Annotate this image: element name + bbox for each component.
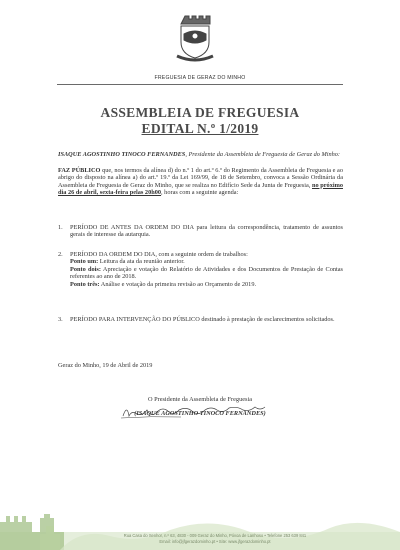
notice-paragraph [58, 167, 343, 197]
point-text: Apreciação e votação do Relatório de Atividades e dos Documentos de Prestação de Contas referentes ao ano de 2018. [70, 265, 343, 281]
agenda-item-text: PERÍODO DE ANTES DA ORDEM DO DIA para leitura da correspondência, tratamento de assuntos gerais de interesse da autarquia. [70, 224, 343, 239]
president-role: , Presidente da Assembleia de Freguesia de Geraz do Minho: [185, 151, 341, 158]
meeting-date: no próximo dia 26 de abril, sexta-feira pelas 20h00 [58, 181, 343, 197]
header-divider [57, 84, 343, 85]
parish-name: FREGUESIA DE GERAZ DO MINHO [154, 75, 246, 81]
point-text: Análise e votação da primeira revisão ao Orçamento de 2019. [99, 280, 257, 288]
president-name: ISAQUE AGOSTINHO TINOCO FERNANDES [58, 151, 186, 158]
signatory-name: (ISAQUE AGOSTINHO TINOCO FERNANDES) [134, 410, 266, 417]
agenda-item-number: 1. [58, 224, 63, 231]
intro-paragraph [58, 151, 343, 158]
agenda-item-text: PERÍODO PARA INTERVENÇÃO DO PÚBLICO destinado à prestação de esclarecimentos solicitados. [70, 316, 335, 323]
point-text: Leitura da ata da reunião anterior. [98, 258, 185, 266]
agenda-item-number: 3. [58, 316, 63, 323]
footer-address: Rua Casa do Senhor, n.º 63, 4830 - 009 Geraz do Minho, Póvoa de Lanhoso • Telefone 253 639 841 [123, 533, 307, 538]
notice-text: que, nos termos da alínea d) do n.º 1 do art.º 6.º do Regimento da Assembleia de Freguesia e ao abrigo do disposto na alínea a) do art.º 19.º da Lei 169/99, de 18 de Setembro, convoca a Sessão Ordinária da Assembleia de Freguesia de Geraz do Minho, que se realiza no Edifício Sede da Junta de Freguesia, [58, 167, 344, 189]
agenda-item-2 [58, 251, 343, 288]
notice-tail: , horas com a seguinte agenda: [161, 189, 239, 197]
edict-number: EDITAL N.º 1/2019 [141, 121, 259, 136]
agenda-point-3 [70, 281, 343, 288]
agenda-item-text: PERÍODO DA ORDEM DO DIA, com a seguinte ordem de trabalhos: [70, 251, 248, 258]
notice-lead: FAZ PÚBLICO [58, 167, 101, 174]
parish-crest-logo [173, 14, 217, 64]
agenda-point-1 [70, 258, 343, 265]
footer-contacts: Email: info@jfgerazdominho.pt • Site: www.jfgerazdominho.pt [159, 539, 271, 544]
agenda-item-3 [58, 316, 343, 323]
agenda-point-2 [70, 266, 343, 281]
point-label: Ponto três: [70, 280, 100, 288]
document-title: ASSEMBLEIA DE FREGUESIA [100, 105, 300, 120]
point-label: Ponto um: [70, 258, 99, 266]
point-label: Ponto dois: [70, 265, 101, 273]
agenda-item-1 [58, 224, 343, 239]
place-and-date: Geraz do Minho, 19 de Abril de 2019 [58, 362, 153, 369]
agenda-item-number: 2. [58, 251, 63, 258]
signature-title: O Presidente da Assembleia de Freguesia [147, 396, 253, 403]
